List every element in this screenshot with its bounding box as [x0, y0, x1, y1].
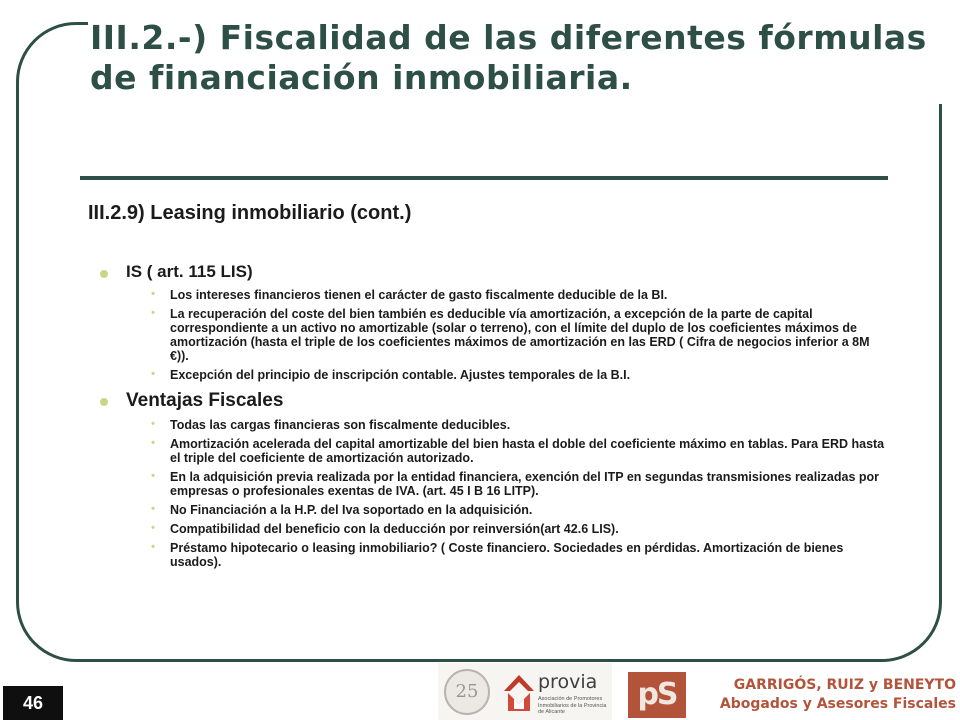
list-item	[100, 418, 890, 432]
bullet-icon: •	[151, 307, 155, 319]
list-item-text: Los intereses financieros tienen el carácter de gasto fiscalmente deducible de la BI.	[170, 288, 668, 302]
bullet-icon: •	[151, 541, 155, 553]
title-divider	[80, 176, 888, 180]
seal-number: 25	[455, 681, 479, 702]
bullet-icon: •	[151, 437, 155, 449]
list-item	[100, 541, 890, 569]
list-item-text: La recuperación del coste del bien también es deducible vía amortización, a excepción de la parte de capital correspondiente a un activo no amortizable (solar o terreno), con el límite del duplo de los coeficientes máximos de amortización (hasta el triple de los coeficientes máximos de amortización en las ERD ( Cifra de negocios inferior a 8M €)).	[170, 307, 870, 363]
section-heading-is	[100, 262, 890, 282]
list-item-text: Préstamo hipotecario o leasing inmobiliario? ( Coste financiero. Sociedades en pérdidas. Amortización de bienes usados).	[170, 541, 844, 569]
bullet-icon: •	[151, 368, 155, 380]
list-item-text: No Financiación a la H.P. del Iva soportado en la adquisición.	[170, 503, 533, 517]
slide-content	[100, 262, 890, 574]
section-heading-label: IS ( art. 115 LIS)	[126, 262, 253, 281]
bullet-icon: •	[151, 522, 155, 534]
list-item-text: Excepción del principio de inscripción contable. Ajustes temporales de la B.I.	[170, 368, 631, 382]
list-item-text: Amortización acelerada del capital amortizable del bien hasta el doble del coeficiente máximo en tablas. Para ERD hasta el triple del coeficiente de amortización autorizado.	[170, 437, 885, 465]
section-heading-label: Ventajas Fiscales	[126, 390, 284, 411]
list-item-text: Todas las cargas financieras son fiscalmente deducibles.	[170, 418, 511, 432]
anniversary-seal-icon	[444, 669, 490, 715]
list-item	[100, 368, 890, 382]
bullet-icon	[100, 398, 108, 406]
provia-logo-icon	[502, 673, 536, 713]
partner-logos	[438, 663, 612, 720]
bullet-icon: •	[151, 470, 155, 482]
list-item-text: Compatibilidad del beneficio con la deducción por reinversión(art 42.6 LIS).	[170, 522, 619, 536]
bullet-icon: •	[151, 418, 155, 430]
list-item	[100, 503, 890, 517]
firm-logo-icon: pS	[628, 672, 686, 718]
list-item	[100, 437, 890, 465]
provia-name: provia	[538, 671, 598, 693]
list-item	[100, 522, 890, 536]
firm-name-line1: GARRIGÓS, RUIZ y BENEYTO	[733, 677, 956, 693]
section-subtitle: III.2.9) Leasing inmobiliario (cont.)	[88, 202, 412, 224]
slide-title: III.2.-) Fiscalidad de las diferentes fórmulas de financiación inmobiliaria.	[88, 18, 956, 104]
list-item-text: En la adquisición previa realizada por la entidad financiera, exención del ITP en segundas transmisiones realizadas por empresas o profesionales exentas de IVA. (art. 45 I B 16 LITP).	[170, 470, 880, 498]
list-item	[100, 288, 890, 302]
provia-description: Asociación de Promotores Inmobiliarios de la Provincia de Alicante	[538, 696, 607, 715]
bullet-icon: •	[151, 503, 155, 515]
section-heading-ventajas	[100, 390, 890, 412]
bullet-icon	[100, 270, 108, 278]
list-item	[100, 307, 890, 363]
firm-name	[694, 676, 956, 714]
bullet-icon: •	[151, 288, 155, 300]
page-number: 46	[3, 686, 63, 720]
firm-name-line2: Abogados y Asesores Fiscales	[719, 696, 956, 712]
list-item	[100, 470, 890, 498]
